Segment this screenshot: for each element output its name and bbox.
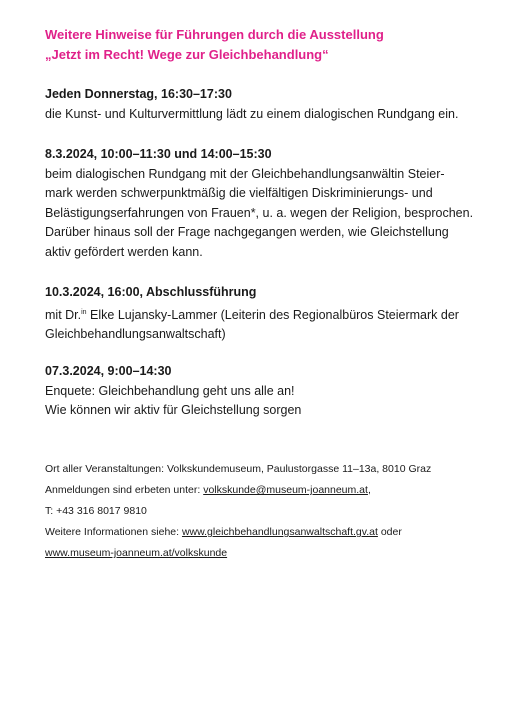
website-link-museum[interactable]: www.museum-joanneum.at/volkskunde (45, 547, 228, 559)
event-description-line: aktiv gefördert werden kann. (45, 244, 203, 259)
event-description-line: Darüber hinaus soll der Frage nachgegangen werden, wie Gleichstellung (45, 225, 449, 239)
event-march-7 (45, 362, 485, 421)
location-line: Ort aller Veranstaltungen: Volkskundemuseum, Paulustorgasse 11–13a, 8010 Graz (45, 463, 432, 475)
event-title: 8.3.2024, 10:00–11:30 und 14:00–15:30 (45, 147, 272, 161)
more-info-label: Weitere Informationen siehe: (45, 526, 182, 538)
more-info-line (45, 522, 485, 543)
event-description-line: Wie können wir aktiv für Gleichstellung sorgen (45, 403, 302, 417)
more-info-line-2 (45, 543, 485, 564)
heading-line-1: Weitere Hinweise für Führungen durch die Ausstellung (45, 27, 384, 42)
event-title: Jeden Donnerstag, 16:30–17:30 (45, 87, 232, 101)
event-march-8 (45, 145, 485, 262)
event-text: mit Dr. (45, 307, 82, 322)
phone-line: T: +43 316 8017 9810 (45, 505, 147, 517)
registration-suffix: , (367, 484, 371, 496)
event-description-line: Belästigungserfahrungen von Frauen*, u. a. wegen der Religion, besprochen. (45, 205, 474, 220)
email-link[interactable]: volkskunde@museum-joanneum.at (203, 484, 368, 496)
event-march-10 (45, 283, 485, 345)
website-link-gleichbehandlung[interactable]: www.gleichbehandlungsanwaltschaft.gv.at (181, 526, 378, 538)
event-text-superscript: in (81, 308, 87, 316)
event-description-line (45, 303, 485, 326)
event-thursday (45, 85, 485, 124)
event-description-line: beim dialogischen Rundgang mit der Gleichbehandlungsanwältin Steier- (45, 166, 445, 181)
page-heading (45, 25, 384, 65)
event-description: die Kunst- und Kulturvermittlung lädt zu einem dialogischen Rundgang ein. (45, 106, 459, 121)
info-section (45, 459, 485, 564)
event-text: Elke Lujansky-Lammer (Leiterin des Regionalbüros Steiermark der (86, 307, 459, 322)
heading-line-2: „Jetzt im Recht! Wege zur Gleichbehandlung“ (45, 47, 329, 62)
more-info-connector: oder (377, 526, 402, 538)
event-description-line: mark werden schwerpunktmäßig die vielfältigen Diskriminierungs- und (45, 186, 433, 200)
registration-line (45, 480, 485, 501)
event-title: 07.3.2024, 9:00–14:30 (45, 364, 172, 378)
registration-label: Anmeldungen sind erbeten unter: (45, 484, 204, 496)
event-description-line: Enquete: Gleichbehandlung geht uns alle an! (45, 383, 295, 398)
event-title: 10.3.2024, 16:00, Abschlussführung (45, 285, 257, 299)
event-description-line: Gleichbehandlungsanwaltschaft) (45, 327, 226, 342)
